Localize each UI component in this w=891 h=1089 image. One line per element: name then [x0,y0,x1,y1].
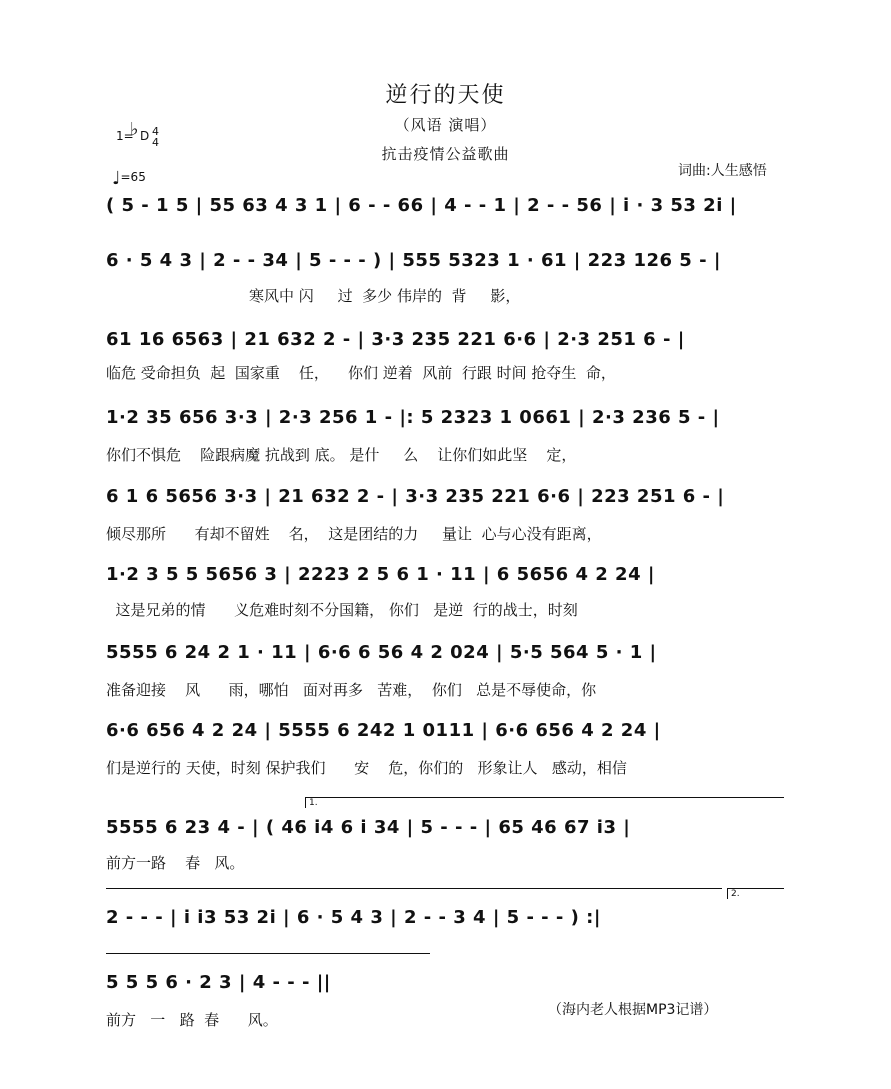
lyricist-composer-credit: 词曲:人生感悟 [678,163,767,179]
lyric-line: 临危 受命担负 起 国家重 任， 你们 逆着 风前 行跟 时间 抢夺生 命， [106,364,616,382]
time-signature [152,126,159,148]
flat-icon: ♭ [130,119,139,140]
lyric-line: 准备迎接 风 雨，哪怕 面对再多 苦难， 你们 总是不辱使命，你 [106,681,597,699]
notation-line: ( 5 - 1 5 | 55 63 4 3 1 | 6 - - 66 | 4 - - 1 | 2 - - 56 | i · 3 53 2i | [106,195,737,216]
lyric-line: 们是逆行的 天使，时刻 保护我们 安 危，你们的 形象让人 感动，相信 [106,759,627,777]
song-title: 逆行的天使 [385,83,506,108]
time-signature-bottom: 4 [152,136,159,149]
second-ending-label: 2. [731,889,740,899]
notation-line: 6·6 656 4 2 24 | 5555 6 242 1 0111 | 6·6 656 4 2 24 | [106,720,661,741]
quarter-note-icon: ♩ [112,168,121,189]
notation-line: 5 5 5 6 · 2 3 | 4 - - - || [106,972,331,993]
notation-line: 61 16 6563 | 21 632 2 - | 3·3 235 221 6·6 | 2·3 251 6 - | [106,329,685,350]
key-label: 1= [116,129,134,143]
tempo-marking [112,168,146,189]
time-signature-top: 4 [152,125,159,138]
second-ending-bracket-continued [106,953,430,964]
lyric-line: 前方 一 路 春 风。 [106,1011,278,1029]
first-ending-label: 1. [309,798,318,808]
transcriber-note: （海内老人根据MP3记谱） [548,1002,718,1018]
notation-line: 2 - - - | i i3 53 2i | 6 · 5 4 3 | 2 - - 3 4 | 5 - - - ) :| [106,907,601,928]
notation-line: 1·2 3 5 5 5656 3 | 2223 2 5 6 1 · 11 | 6 5656 4 2 24 | [106,564,655,585]
key-letter: D [140,129,150,143]
lyric-line: 这是兄弟的情 义危难时刻不分国籍， 你们 是逆 行的战士，时刻 [106,601,578,619]
song-subtitle: 抗击疫情公益歌曲 [381,145,510,163]
lyric-line: 倾尽那所 有却不留姓 名， 这是团结的力 量让 心与心没有距离， [106,525,602,543]
notation-line: 5555 6 24 2 1 · 11 | 6·6 6 56 4 2 024 | 5·5 564 5 · 1 | [106,642,657,663]
key-signature [116,119,159,149]
tempo-value: =65 [120,170,146,184]
performer-line: （风语 演唱） [394,116,497,134]
notation-line: 1·2 35 656 3·3 | 2·3 256 1 - |: 5 2323 1 0661 | 2·3 236 5 - | [106,407,720,428]
notation-line: 6 1 6 5656 3·3 | 21 632 2 - | 3·3 235 221 6·6 | 223 251 6 - | [106,486,725,507]
second-ending-bracket [727,888,784,899]
first-ending-bracket-continued [106,888,722,899]
first-ending-bracket [305,797,784,808]
lyric-line: 前方一路 春 风。 [106,854,245,872]
lyric-line: 寒风中 闪 过 多少 伟岸的 背 影， [106,287,521,305]
notation-line: 6 · 5 4 3 | 2 - - 34 | 5 - - - ) | 555 5323 1 · 61 | 223 126 5 - | [106,250,721,271]
lyric-line: 你们不惧危 险跟病魔 抗战到 底。 是什 么 让你们如此坚 定， [106,446,577,464]
notation-line: 5555 6 23 4 - | ( 46 i4 6 i 34 | 5 - - - | 65 46 67 i3 | [106,817,631,838]
